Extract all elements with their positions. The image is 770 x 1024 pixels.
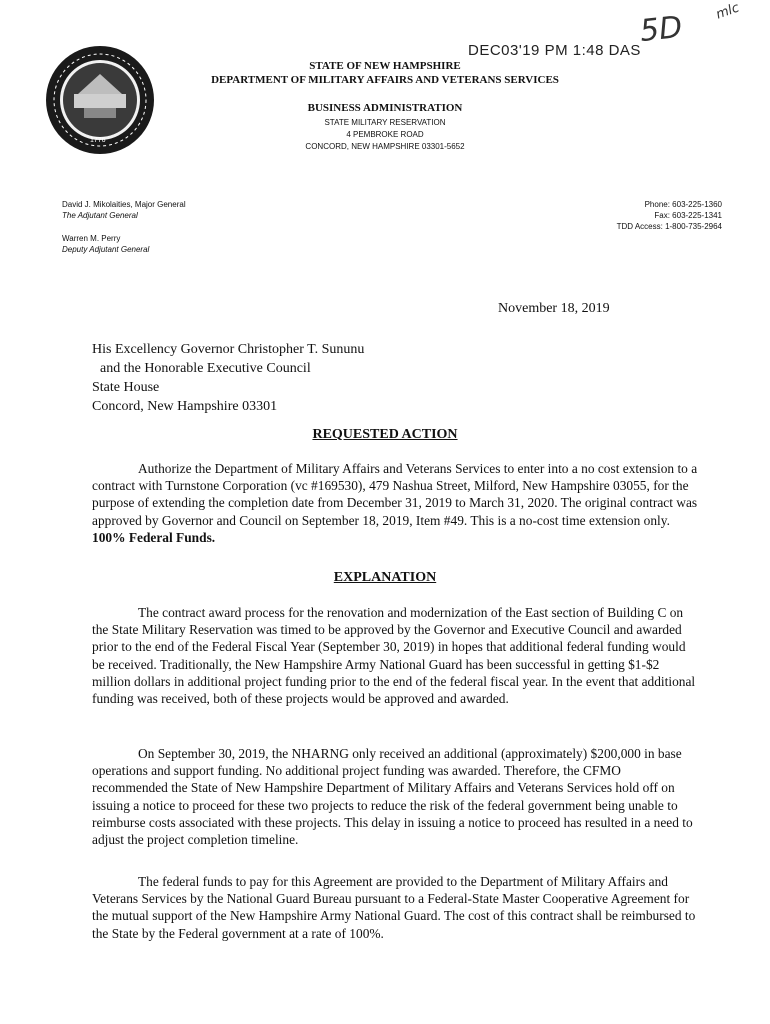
- phone-number: Phone: 603-225-1360: [644, 200, 722, 209]
- contact-block: [617, 199, 722, 232]
- received-stamp: DEC03'19 PM 1:48 DAS: [468, 42, 641, 59]
- requested-action-heading: REQUESTED ACTION: [312, 427, 458, 442]
- recipient-line: Concord, New Hampshire 03301: [92, 399, 278, 414]
- deputy-title: Deputy Adjutant General: [62, 245, 150, 254]
- requested-action-text: Authorize the Department of Military Affairs and Veterans Services to enter into a no cost extension to a contract with Turnstone Corporation (vc #169530), 479 Nashua Street, Milford, New Hampshire 03055, for the purpose of extending the completion date from December 31, 2019 to March 31, 2020. The original contract was approved by Governor and Council on September 18, 2019, Item #49. This is a no-cost time extension only.: [92, 461, 698, 528]
- seal-year: 1776: [90, 137, 106, 144]
- explanation-paragraph-3: The federal funds to pay for this Agreement are provided to the Department of Military Affairs and Veterans Services by the National Guard Bureau pursuant to a Federal-State Master Cooperative Agreement for the mutual support of the New Hampshire Army National Guard. The cost of this contract shall be reimbursed to the State by the Federal government at a rate of 100%.: [92, 874, 696, 941]
- division-name: BUSINESS ADMINISTRATION: [307, 102, 463, 114]
- requested-action-body: [92, 460, 698, 546]
- deputy-name: Warren M. Perry: [62, 234, 121, 243]
- fax-number: Fax: 603-225-1341: [654, 211, 722, 220]
- recipient-line: and the Honorable Executive Council: [100, 361, 311, 376]
- adjutant-name: David J. Mikolaities, Major General: [62, 200, 186, 209]
- explanation-paragraph-2: On September 30, 2019, the NHARNG only received an additional (approximately) $200,000 in base operations and support funding. No additional project funding was awarded. Therefore, the CFMO recommended the State of New Hampshire Department of Military Affairs and Veterans Services hold off on issuing a notice to proceed for these two projects to reduce the risk of the federal government being unable to reimburse costs associated with these projects. This delay in issuing a notice to proceed has resulted in a need to adjust the project completion timeline.: [92, 746, 693, 848]
- address-line: STATE MILITARY RESERVATION: [324, 118, 446, 127]
- address-line: 4 PEMBROKE ROAD: [346, 130, 424, 139]
- explanation-paragraph-1: The contract award process for the renovation and modernization of the East section of Building C on the State Military Reservation was timed to be approved by the Governor and Executive Council and awarded prior to the end of the Federal Fiscal Year (September 30, 2019) in hopes that additional federal funding would be received. Traditionally, the New Hampshire Army National Guard has been successful in getting $1-$2 million dollars in additional project funding prior to the end of the federal fiscal year. In the event that additional funding was received, both of these projects would be approved and awarded.: [92, 605, 696, 707]
- handwritten-item-number: 5D: [638, 9, 684, 50]
- recipient-line: State House: [92, 380, 160, 395]
- funding-note: 100% Federal Funds.: [92, 529, 216, 545]
- adjutant-title: The Adjutant General: [62, 211, 138, 220]
- tdd-number: TDD Access: 1-800-735-2964: [616, 222, 722, 231]
- explanation-heading: EXPLANATION: [333, 570, 437, 585]
- recipient-address: [92, 340, 364, 416]
- recipient-line: His Excellency Governor Christopher T. Sununu: [92, 342, 365, 357]
- address-line: CONCORD, NEW HAMPSHIRE 03301-5652: [305, 142, 465, 151]
- state-seal-icon: [44, 44, 156, 156]
- handwritten-initials: mlc: [714, 0, 742, 23]
- state-name: STATE OF NEW HAMPSHIRE: [309, 60, 461, 72]
- officials-block: [62, 199, 186, 255]
- letter-date: November 18, 2019: [498, 301, 610, 316]
- department-name: DEPARTMENT OF MILITARY AFFAIRS AND VETERANS SERVICES: [211, 74, 559, 86]
